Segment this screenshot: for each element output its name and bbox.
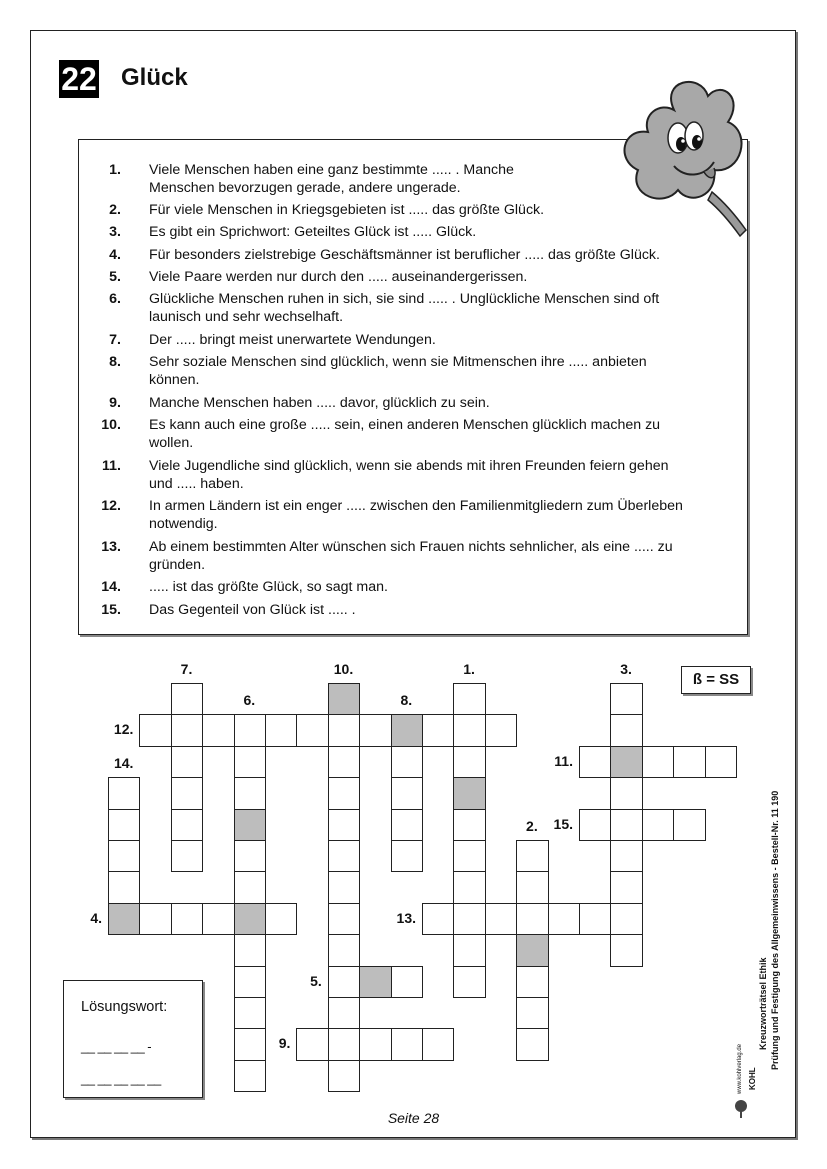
page-title: Glück [121, 64, 188, 91]
solution-letter-cell[interactable] [453, 777, 485, 809]
clue-number: 1. [109, 162, 121, 178]
crossword-cell[interactable] [610, 809, 642, 841]
crossword-cell[interactable] [391, 840, 423, 872]
crossword-cell[interactable] [548, 903, 580, 935]
clue-number-label: 12. [113, 721, 134, 738]
clue-text: Für viele Menschen in Kriegsgebieten ist ..... das größte Glück. [149, 202, 545, 218]
crossword-cell[interactable] [234, 840, 266, 872]
crossword-cell[interactable] [234, 714, 266, 746]
crossword-cell[interactable] [453, 903, 485, 935]
clue-number-label: 9. [278, 1035, 291, 1052]
crossword-cell[interactable] [328, 840, 360, 872]
crossword-cell[interactable] [516, 966, 548, 998]
crossword-cell[interactable] [579, 746, 611, 778]
clue-text: Manche Menschen haben ..... davor, glücklich zu sein. [149, 395, 490, 411]
crossword-cell[interactable] [328, 871, 360, 903]
crossword-cell[interactable] [610, 777, 642, 809]
clue-text: Es kann auch eine große ..... sein, einen anderen Menschen glücklich machen zu wollen. [149, 417, 661, 451]
crossword-cell[interactable] [453, 714, 485, 746]
crossword-cell[interactable] [642, 746, 674, 778]
clue-text: Viele Jugendliche sind glücklich, wenn sie abends mit ihren Freunden feiern gehen und ..... haben. [149, 458, 669, 492]
crossword-cell[interactable] [328, 1060, 360, 1092]
clue-number-label: 6. [243, 692, 256, 709]
clue-text: Viele Menschen haben eine ganz bestimmte ..... . Manche Menschen bevorzugen gerade, andere ungerade. [149, 162, 514, 196]
clue-number: 3. [109, 224, 121, 240]
sidebar-series-title: Kreuzworträtsel Ethik [758, 957, 768, 1050]
crossword-cell[interactable] [234, 871, 266, 903]
crossword-cell[interactable] [642, 809, 674, 841]
crossword-cell[interactable] [610, 903, 642, 935]
crossword-cell[interactable] [485, 903, 517, 935]
clue-text: Viele Paare werden nur durch den ..... auseinandergerissen. [149, 269, 528, 285]
crossword-cell[interactable] [359, 1028, 391, 1060]
crossword-cell[interactable] [171, 714, 203, 746]
publisher-url: www.kohlverlag.de [737, 1043, 743, 1094]
crossword-cell[interactable] [610, 871, 642, 903]
crossword-cell[interactable] [328, 746, 360, 778]
crossword-cell[interactable] [391, 746, 423, 778]
clue-number-label: 1. [463, 661, 475, 677]
crossword-cell[interactable] [516, 871, 548, 903]
crossword-cell[interactable] [328, 934, 360, 966]
crossword-cell[interactable] [328, 714, 360, 746]
clue-number: 10. [101, 417, 121, 433]
clue-number-label: 7. [180, 661, 193, 677]
crossword-cell[interactable] [422, 903, 454, 935]
clue-number-label: 3. [620, 661, 632, 677]
clue-text: Der ..... bringt meist unerwartete Wendungen. [149, 332, 436, 348]
publisher-name: KOHL [748, 1067, 757, 1090]
crossword-cell[interactable] [422, 714, 454, 746]
page-number-badge: 22 [59, 60, 99, 98]
crossword-cell[interactable] [296, 714, 328, 746]
crossword-cell[interactable] [328, 777, 360, 809]
crossword-cell[interactable] [234, 997, 266, 1029]
crossword-cell[interactable] [673, 746, 705, 778]
crossword-cell[interactable] [171, 777, 203, 809]
clue-text: Sehr soziale Menschen sind glücklich, wenn sie Mitmenschen ihre ..... anbieten können. [149, 354, 647, 388]
crossword-cell[interactable] [171, 840, 203, 872]
clue-number: 13. [101, 539, 121, 555]
crossword-cell[interactable] [234, 966, 266, 998]
clue-number: 5. [109, 269, 121, 285]
crossword-cell[interactable] [610, 683, 642, 715]
crossword-cell[interactable] [328, 966, 360, 998]
clue-number-label: 5. [310, 972, 322, 989]
solution-letter-cell[interactable] [391, 714, 423, 746]
clue-number-label: 11. [554, 752, 573, 769]
page-footer-number: Seite 28 [387, 1110, 440, 1126]
crossword-cell[interactable] [171, 683, 203, 715]
clue-number: 14. [101, 579, 121, 595]
crossword-cell[interactable] [234, 1028, 266, 1060]
publisher-logo-icon [733, 1098, 749, 1120]
crossword-cell[interactable] [453, 966, 485, 998]
solution-blanks-line-1: __ __ __ __ - [81, 1039, 152, 1054]
crossword-cell[interactable] [516, 997, 548, 1029]
crossword-cell[interactable] [202, 714, 234, 746]
crossword-cell[interactable] [296, 1028, 328, 1060]
crossword-cell[interactable] [453, 746, 485, 778]
clue-number-label: 8. [400, 692, 413, 709]
crossword-cell[interactable] [108, 809, 140, 841]
clue-number: 7. [109, 332, 121, 348]
crossword-cell[interactable] [391, 966, 423, 998]
crossword-cell[interactable] [453, 809, 485, 841]
crossword-cell[interactable] [391, 809, 423, 841]
crossword-cell[interactable] [610, 714, 642, 746]
solution-letter-cell[interactable] [359, 966, 391, 998]
solution-word-box [63, 980, 203, 1098]
solution-letter-cell[interactable] [108, 903, 140, 935]
crossword-cell[interactable] [516, 1028, 548, 1060]
crossword-cell[interactable] [171, 903, 203, 935]
crossword-cell[interactable] [108, 777, 140, 809]
clue-text: Das Gegenteil von Glück ist ..... . [149, 602, 356, 618]
clue-number: 15. [101, 602, 121, 618]
crossword-cell[interactable] [202, 903, 234, 935]
crossword-cell[interactable] [610, 840, 642, 872]
crossword-cell[interactable] [234, 777, 266, 809]
crossword-cell[interactable] [610, 934, 642, 966]
crossword-cell[interactable] [328, 997, 360, 1029]
clue-text: Es gibt ein Sprichwort: Geteiltes Glück ist ..... Glück. [149, 224, 477, 240]
crossword-cell[interactable] [579, 809, 611, 841]
clue-text: In armen Ländern ist ein enger ..... zwischen den Familienmitgliedern zum Überleben notwendig. [149, 498, 683, 532]
crossword-cell[interactable] [139, 903, 171, 935]
clue-number: 12. [101, 498, 121, 514]
crossword-cell[interactable] [108, 840, 140, 872]
crossword-cell[interactable] [673, 809, 705, 841]
clue-text: ..... ist das größte Glück, so sagt man. [149, 579, 388, 595]
clue-number: 8. [109, 354, 121, 370]
sidebar-order-info: Prüfung und Festigung des Allgemeinwissens - Bestell-Nr. 11 190 [770, 790, 780, 1070]
crossword-cell[interactable] [391, 777, 423, 809]
crossword-cell[interactable] [328, 1028, 360, 1060]
solution-letter-cell[interactable] [328, 683, 360, 715]
clue-number: 2. [109, 202, 121, 218]
crossword-cell[interactable] [265, 903, 297, 935]
crossword-cell[interactable] [391, 1028, 423, 1060]
crossword-cell[interactable] [234, 934, 266, 966]
solution-label: Lösungswort: [81, 999, 168, 1015]
clue-number-label: 10. [333, 661, 354, 677]
crossword-cell[interactable] [108, 871, 140, 903]
solution-letter-cell[interactable] [610, 746, 642, 778]
solution-letter-cell[interactable] [234, 809, 266, 841]
crossword-cell[interactable] [359, 714, 391, 746]
clue-text: Für besonders zielstrebige Geschäftsmänner ist beruflicher ..... das größte Glück. [149, 247, 660, 263]
crossword-cell[interactable] [171, 746, 203, 778]
solution-letter-cell[interactable] [234, 903, 266, 935]
crossword-cell[interactable] [516, 840, 548, 872]
solution-letter-cell[interactable] [516, 934, 548, 966]
clue-number-label: 2. [526, 818, 538, 834]
clue-number-label: 15. [553, 815, 573, 832]
crossword-cell[interactable] [516, 903, 548, 935]
clue-text: Glückliche Menschen ruhen in sich, sie sind ..... . Unglückliche Menschen sind oft launisch und sehr wechselhaft. [149, 291, 660, 325]
crossword-cell[interactable] [453, 840, 485, 872]
clue-text: Ab einem bestimmten Alter wünschen sich Frauen nichts sehnlicher, als eine ..... zu gründen. [149, 539, 673, 573]
clue-number: 4. [109, 247, 121, 263]
crossword-cell[interactable] [579, 903, 611, 935]
crossword-cell[interactable] [453, 934, 485, 966]
crossword-cell[interactable] [234, 1060, 266, 1092]
crossword-cell[interactable] [422, 1028, 454, 1060]
eszett-note: ß = SS [681, 666, 751, 694]
crossword-cell[interactable] [453, 683, 485, 715]
crossword-cell[interactable] [453, 871, 485, 903]
crossword-cell[interactable] [234, 746, 266, 778]
crossword-cell[interactable] [485, 714, 517, 746]
clue-number-label: 14. [113, 755, 134, 772]
clue-number: 9. [109, 395, 121, 411]
clue-number-label: 4. [90, 909, 102, 926]
clue-number-label: 13. [396, 909, 416, 926]
crossword-cell[interactable] [171, 809, 203, 841]
clue-number: 11. [102, 458, 121, 474]
solution-blanks-line-2: __ __ __ __ __ [81, 1071, 161, 1086]
crossword-cell[interactable] [328, 809, 360, 841]
crossword-cell[interactable] [265, 714, 297, 746]
crossword-cell[interactable] [328, 903, 360, 935]
crossword-cell[interactable] [139, 714, 171, 746]
crossword-cell[interactable] [705, 746, 737, 778]
clue-number: 6. [109, 291, 121, 307]
